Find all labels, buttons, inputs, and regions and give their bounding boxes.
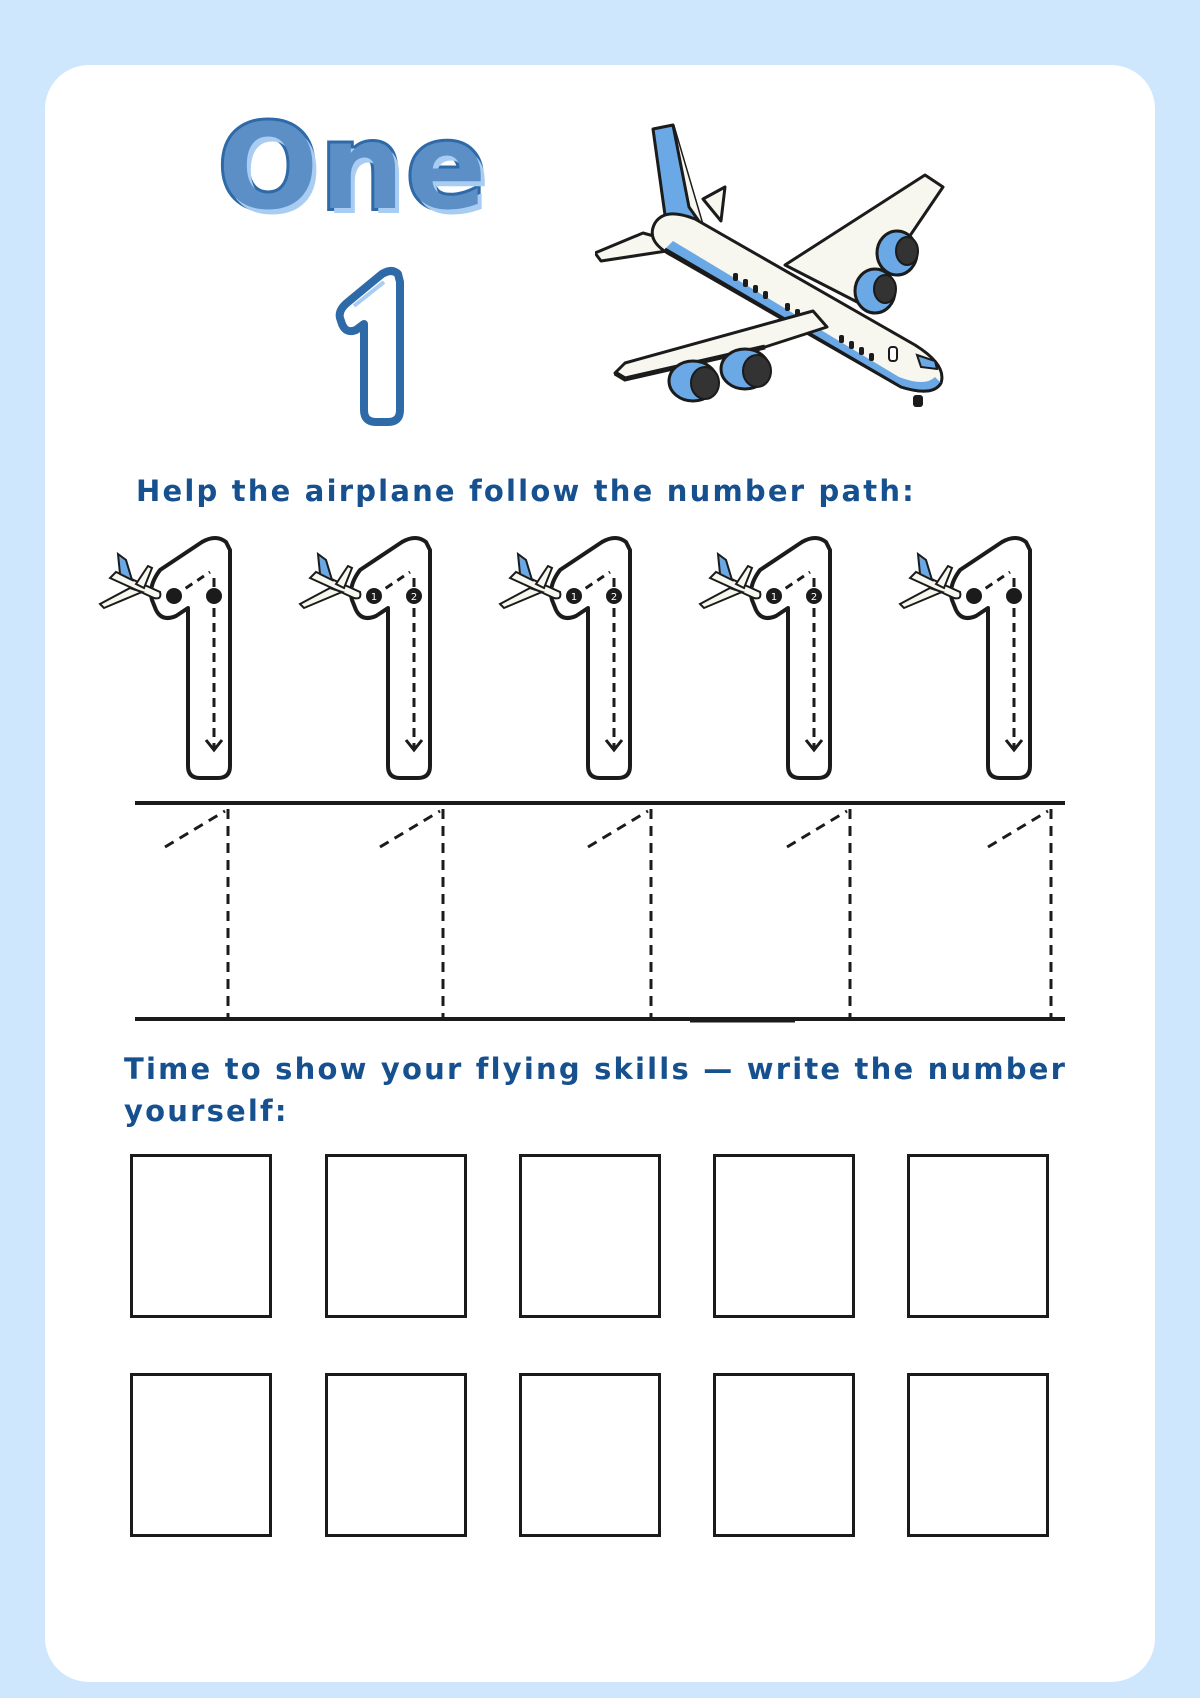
tracing-numeral-3[interactable]	[490, 530, 680, 790]
tracing-row	[90, 530, 1080, 790]
trace-instruction: Help the airplane follow the number path:	[136, 474, 916, 508]
tracing-numeral-5[interactable]	[890, 530, 1080, 790]
writing-box[interactable]	[907, 1373, 1049, 1537]
tracing-numeral-1[interactable]	[90, 530, 280, 790]
writing-box[interactable]	[130, 1373, 272, 1537]
step-label-1: 1	[570, 592, 578, 603]
big-numeral-one	[320, 262, 440, 432]
dotted-tracing-lines[interactable]	[135, 795, 1065, 1025]
writing-box[interactable]	[713, 1154, 855, 1318]
writing-box[interactable]	[907, 1154, 1049, 1318]
writing-box[interactable]	[130, 1154, 272, 1318]
step-label-1: 1	[370, 592, 378, 603]
tracing-numeral-4[interactable]	[690, 530, 880, 790]
write-instruction: Time to show your flying skills — write the number yourself:	[124, 1052, 1068, 1128]
step-label-2: 2	[410, 592, 418, 603]
tracing-numeral-2[interactable]	[290, 530, 480, 790]
step-label-1: 1	[770, 592, 778, 603]
airplane-illustration	[595, 115, 965, 415]
step-label-2: 2	[810, 592, 818, 603]
writing-box[interactable]	[325, 1154, 467, 1318]
writing-box[interactable]	[519, 1373, 661, 1537]
step-label-2: 2	[610, 592, 618, 603]
writing-box[interactable]	[519, 1154, 661, 1318]
writing-box[interactable]	[325, 1373, 467, 1537]
number-word-title: One	[218, 98, 489, 236]
writing-box[interactable]	[713, 1373, 855, 1537]
